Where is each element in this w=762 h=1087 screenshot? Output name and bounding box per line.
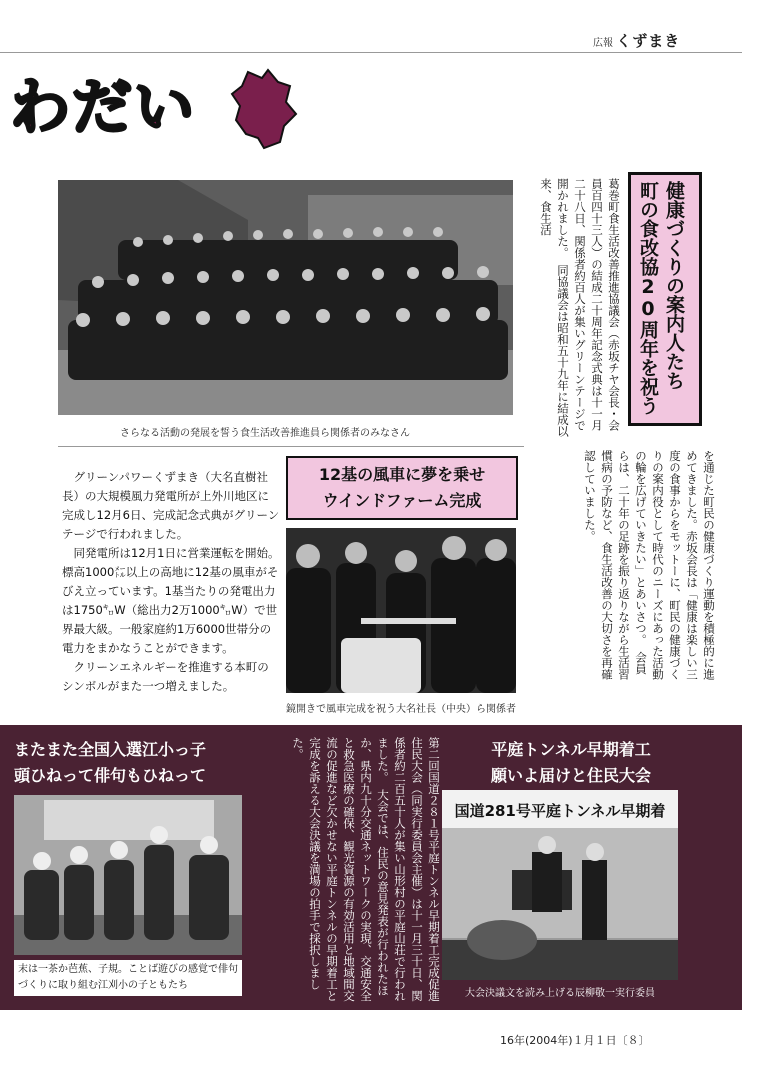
tunnel-headline-line1: 平庭トンネル早期着工 (491, 740, 651, 759)
top-article-headline: 健康づくりの案内人たち 町の食改協20周年を祝う (637, 181, 685, 415)
haiku-headline-line1: またまた全国入選江小っ子 (14, 740, 207, 759)
tunnel-banner-text: 国道281号平庭トンネル早期着 (454, 802, 666, 820)
ceremony-photo-caption: 鏡開きで風車完成を祝う大名社長（中央）ら関係者 (286, 704, 516, 715)
group-photo (58, 180, 513, 415)
wind-article-body (62, 468, 280, 696)
wind-paragraph: クリーンエネルギーを推進する本町のシンボルがまた一つ増えました。 (62, 660, 269, 693)
wind-article-headline-box (286, 456, 518, 520)
tunnel-article-body: 第二回国道２８１号平庭トンネル早期着工完成促進住民大会（同実行委員会主催）は十一月三十日、関係者約二百五十人が集い山形村の平庭山荘で行われました。 大会では、住民の意見発表が行われたほか、県内九十分交通ネットワークの実現、交通安全と救急医療の確保、観光資源の有効活用と地域間交流の促進など欠かせない平庭トンネルの早期着工と完成を訴える大会決議を満場の拍手で採択しました。 (291, 737, 441, 1002)
section-title: わだい (10, 73, 196, 143)
assembly-photo-caption: 大会決議文を読み上げる辰柳敬一実行委員 (465, 988, 655, 999)
classroom-photo (14, 795, 242, 955)
town-map-icon (228, 68, 298, 150)
section-divider (58, 446, 524, 447)
page-footer-date: 16年(2004年)１月１日〔８〕 (500, 1034, 650, 1047)
wind-headline-line1: 12基の風車に夢を乗せ (318, 465, 486, 484)
ceremony-photo (286, 528, 516, 693)
top-article-continued: を通じた町民の健康づくり運動を積極的に進めてきました。赤坂会長は「健康は楽しい三度の食事からをモットーに、町民の健康づくりの案内役として時代のニーズにあった活動の輪を広げていきたい」とあいさつ。 会員らは、二十年の足跡を振り返りながら生活習慣病の予防など、食生活改善の大切さを再確認していました。 (583, 450, 716, 680)
masthead-prefix: 広報 (593, 38, 613, 49)
masthead (593, 30, 680, 51)
masthead-title: くずまき (616, 32, 681, 50)
wind-paragraph: 同発電所は12月1日に営業運転を開始。標高1000㍍以上の高地に12基の風車がそびえ立っています。1基当たりの発電出力は1750㌔W（総出力2万1000㌔W）で世界最大級。一般家庭約1万6000世帯分の電力をまかなうことができます。 (62, 546, 280, 655)
haiku-headline (14, 737, 249, 789)
wind-paragraph: グリーンパワーくずまき（大名直樹社長）の大規模風力発電所が上外川地区に完成し12月6日、完成記念式典がグリーンテージで行われました。 (62, 470, 280, 541)
tunnel-headline (452, 737, 690, 789)
wind-headline-line2: ウインドファーム完成 (322, 491, 482, 510)
top-article-body: 葛巻町食生活改善推進協議会（赤坂チヤ会長・会員百四十三人）の結成二十周年記念式典は十一月二十八日、関係者約百人が集いグリーンテージで開かれました。 同協議会は昭和五十九年に結成以来、食生活 (539, 178, 621, 437)
tunnel-headline-line2: 願いよ届けと住民大会 (490, 766, 651, 785)
top-article-headline-box (628, 172, 702, 426)
header-rule (0, 52, 742, 53)
haiku-headline-line2: 頭ひねって俳句もひねって (14, 766, 207, 785)
classroom-photo-caption: 末は一茶か芭蕉、子規。ことば遊びの感覚で俳句づくりに取り組む江刈小の子ともたち (14, 960, 242, 996)
assembly-photo (442, 790, 678, 980)
group-photo-caption: さらなる活動の発展を誓う食生活改善推進員ら関係者のみなさん (120, 428, 410, 439)
